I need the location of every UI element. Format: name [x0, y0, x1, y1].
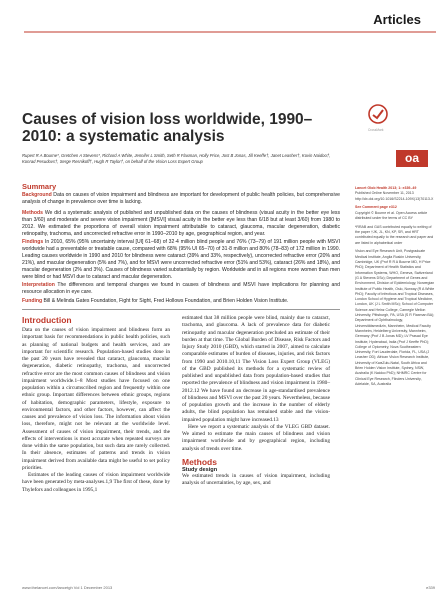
summary-divider: [22, 309, 340, 310]
body-column-2: [182, 315, 332, 487]
comment-link[interactable]: See Comment page e312: [355, 205, 397, 210]
summary-methods: [22, 210, 340, 238]
methods-text: We did a systematic analysis of published and unpublished data on the causes of blindness (visual acuity in the better eye less than 3/60) and moderate and severe vision impairment ([MSVI] visual acuity in the better eye less than 6/18 but at least 3/60) from 1980 to 2012. We estimated the proportions of overall vision impairment attributable to cataract, glaucoma, macular degeneration, diabetic retinopathy, trachoma, and uncorrected refractive error in 1990–2010 by age, geographical region, and year.: [22, 210, 340, 238]
open-access-badge: oa: [396, 150, 428, 167]
summary-findings: [22, 239, 340, 282]
crossmark-icon: [368, 104, 388, 124]
sidebar-affiliations: Vision and Eye Research Unit, Postgraduate Medical Institute, Anglia Ruskin University, Cambridge, UK (Prof R R A Bourne MD, H Price PhD); Department of Health Statistics and Information Systems, WHO, Geneva, Switzerland (G A Stevens DSc); Department of Genes and Environment, Division of Epidemiology, Norwegian Institute of Public Health, Oslo, Norway (R A White PhD); Faculty of Infectious and Tropical Diseases, London School of Hygiene and Tropical Medicine, London, UK (J L Smith MSc); School of Computer Science and Heinz College, Carnegie Mellon University, Pittsburgh, PA, USA (S R Flaxman BA); Department of Ophthalmology, Universitätsmedizin, Mannheim, Medical Faculty Mannheim, Heidelberg University, Mannheim, Germany (Prof J B Jonas MD); LV Prasad Eye Institute, Hyderabad, India (Prof J Keeffe PhD); College of Optometry, Nova Southeastern University, Fort Lauderdale, Florida, FL, USA (J Leasher OD); African Vision Research Institute, University of KwaZulu-Natal, South Africa and Brien Holden Vision Institute, Sydney, NSW, Australia (K Naidoo PhD); NHMRC Centre for Clinical Eye Research, Flinders University, Adelaide, SA, Australia: [355, 249, 435, 386]
sidebar-notes: [355, 186, 435, 391]
intro-paragraph-3: estimated that 38 million people were blind, mainly due to cataract, trachoma, and glaucoma. A lack of prevalence data for diabetic retinopathy and macular degeneration precluded an estimate of their burden at that time. The Global Burden of Disease, Risk Factors and Injury Study 2010 (GBD), which started in 2007, aimed to calculate comparable estimates of burden of diseases, injuries, and risk factors from 1990 and 2010.10,11 The Vision Loss Expert Group (VLEG) of the GBD published its methods for a systematic review of published and unpublished data from population-based studies that reported the prevalence of blindness and vision impairment in 1980–2012.12 We have found an decrease in age-standardised prevalence of blindness and MSVI over the past 20 years. Nevertheless, because of population growth and the increase in the number of elderly adults, the blind population has remained stable and the vision-impaired population might have increased.13: [182, 315, 330, 423]
summary-funding: [22, 298, 340, 305]
findings-label: Findings: [22, 239, 44, 245]
interpretation-text: The differences and temporal changes we found in causes of blindness and MSVI have implications for planning and resource allocation in eye care.: [22, 282, 340, 296]
body-column-1: [22, 315, 172, 494]
copyright-text: Copyright © Bourne et al. Open Access article distributed under the terms of CC BY: [355, 210, 428, 220]
funding-text: Bill & Melinda Gates Foundation, Fight for Sight, Fred Hollows Foundation, and Brien Holden Vision Institute.: [43, 298, 289, 304]
sidebar-contrib: *RRAB and GAS contributed equally to writing of the paper †JK, JL, KN, KP, SR, and HRT contributed equally to the research and paper and are listed in alphabetical order: [355, 224, 434, 245]
author-list: Rupert R A Bourne*, Gretchen A Stevens*, Richard A White, Jennifer L Smith, Seth R Flaxman, Holly Price, Jost B Jonas, Jill Keeffe†, Janet Leasher†, Kovin Naidoo†, Konrad Pesudovs†, Serge Resnikoff†, Hugh R Taylor†, on behalf of the Vision Loss Expert Group: [22, 153, 331, 165]
background-text: Data on causes of vision impairment and blindness are important for development of public health policies, but comprehensive analysis of change in prevalence over time is lacking.: [22, 192, 340, 206]
study-design-heading: Study design: [182, 466, 218, 473]
sidebar-citation: [355, 186, 435, 202]
intro-paragraph-2: Estimates of the leading causes of vision impairment worldwide have been generated by meta-analyses.1,9 The first of these, done by Thylefors and colleagues in 1995,1: [22, 472, 170, 493]
section-label: Articles: [373, 12, 421, 27]
summary-interpretation: [22, 282, 340, 296]
crossmark-logo[interactable]: [368, 104, 406, 134]
summary-heading: Summary: [22, 182, 57, 191]
introduction-heading: Introduction: [22, 315, 72, 325]
crossmark-label: CrossMark: [368, 128, 384, 132]
intro-paragraph-4: Here we report a systematic analysis of the VLEG GBD dataset. We aimed to estimate the main causes of blindness and vision impairment worldwide and by geographical region, including analysis of trends over time.: [182, 423, 330, 452]
summary-background: [22, 192, 340, 206]
article-title: Causes of vision loss worldwide, 1990–2010: a systematic analysis: [22, 111, 313, 145]
interpretation-label: Interpretation: [22, 282, 55, 288]
intro-paragraph-1: Data on the causes of vision impairment and blindness form an important basis for recommendations in public health policies, such as planning of national budgets and health services, and are important for scientific research. Population-based studies done in the past 20 years have revealed that cataract, glaucoma, macular degeneration, diabetic retinopathy, trachoma, and uncorrected refractive error are the most common causes of blindness and vision impairment worldwide.1–8 Most studies have focused on one population within a circumscribed region and frequently within one ethnic group. Important differences between ethnic groups, regions of habitation, demographic parameters, lifestyle, exposure to environmental factors, and other factors, however, can affect the causes and prevalence of vision loss. The information about vision loss, therefore, might not be relevant at the worldwide level. Assessment of causes of vision impairment, their trends, and the effects of interventions is most accurate when repeated surveys are done within the same population, but such data are rarely collected. In their absence, estimates of patterns and trends in vision impairment derived from available data might be useful to set policy priorities.: [22, 327, 170, 471]
findings-text: In 2010, 65% (95% uncertainty interval [UI] 61–68) of 32·4 million blind people and 76% (73–79) of 191 million people with MSVI worldwide had a preventable or treatable cause, compared with 68% (95% UI 65–70) of 31·8 million and 80% (78–83) of 172 million in 1990. Leading causes worldwide in 1990 and 2010 for blindness were cataract (39% and 33%, respectively), uncorrected refractive error (20% and 21%), and macular degeneration (5% and 7%), and for MSVI were uncorrected refractive error (51% and 53%), cataract (26% and 18%), and macular degeneration (2% and 3%). Causes of blindness varied substantially by region. Worldwide and in all regions more women than men were blind or had MSVI due to cataract and macular degeneration.: [22, 239, 340, 281]
methods-paragraph-1: We estimated trends in causes of vision impairment, including analysis of uncertainties, by age, sex, and: [182, 472, 330, 486]
header-rule: [24, 31, 436, 33]
page-number: e339: [426, 585, 435, 590]
funding-label: Funding: [22, 298, 43, 304]
citation-link[interactable]: Lancet Glob Health 2013; 1: e339–49: [355, 186, 417, 190]
sidebar-comment: [355, 205, 435, 221]
methods-label: Methods: [22, 210, 43, 216]
citation-text: Published Online November 11, 2013 http://dx.doi.org/10.1016/S2214-109X(13)70113-X: [355, 191, 434, 201]
background-label: Background: [22, 192, 52, 198]
footer-journal[interactable]: www.thelancet.com/lancetgh Vol 1 December 2013: [22, 585, 113, 590]
methods-heading: Methods: [182, 456, 217, 467]
